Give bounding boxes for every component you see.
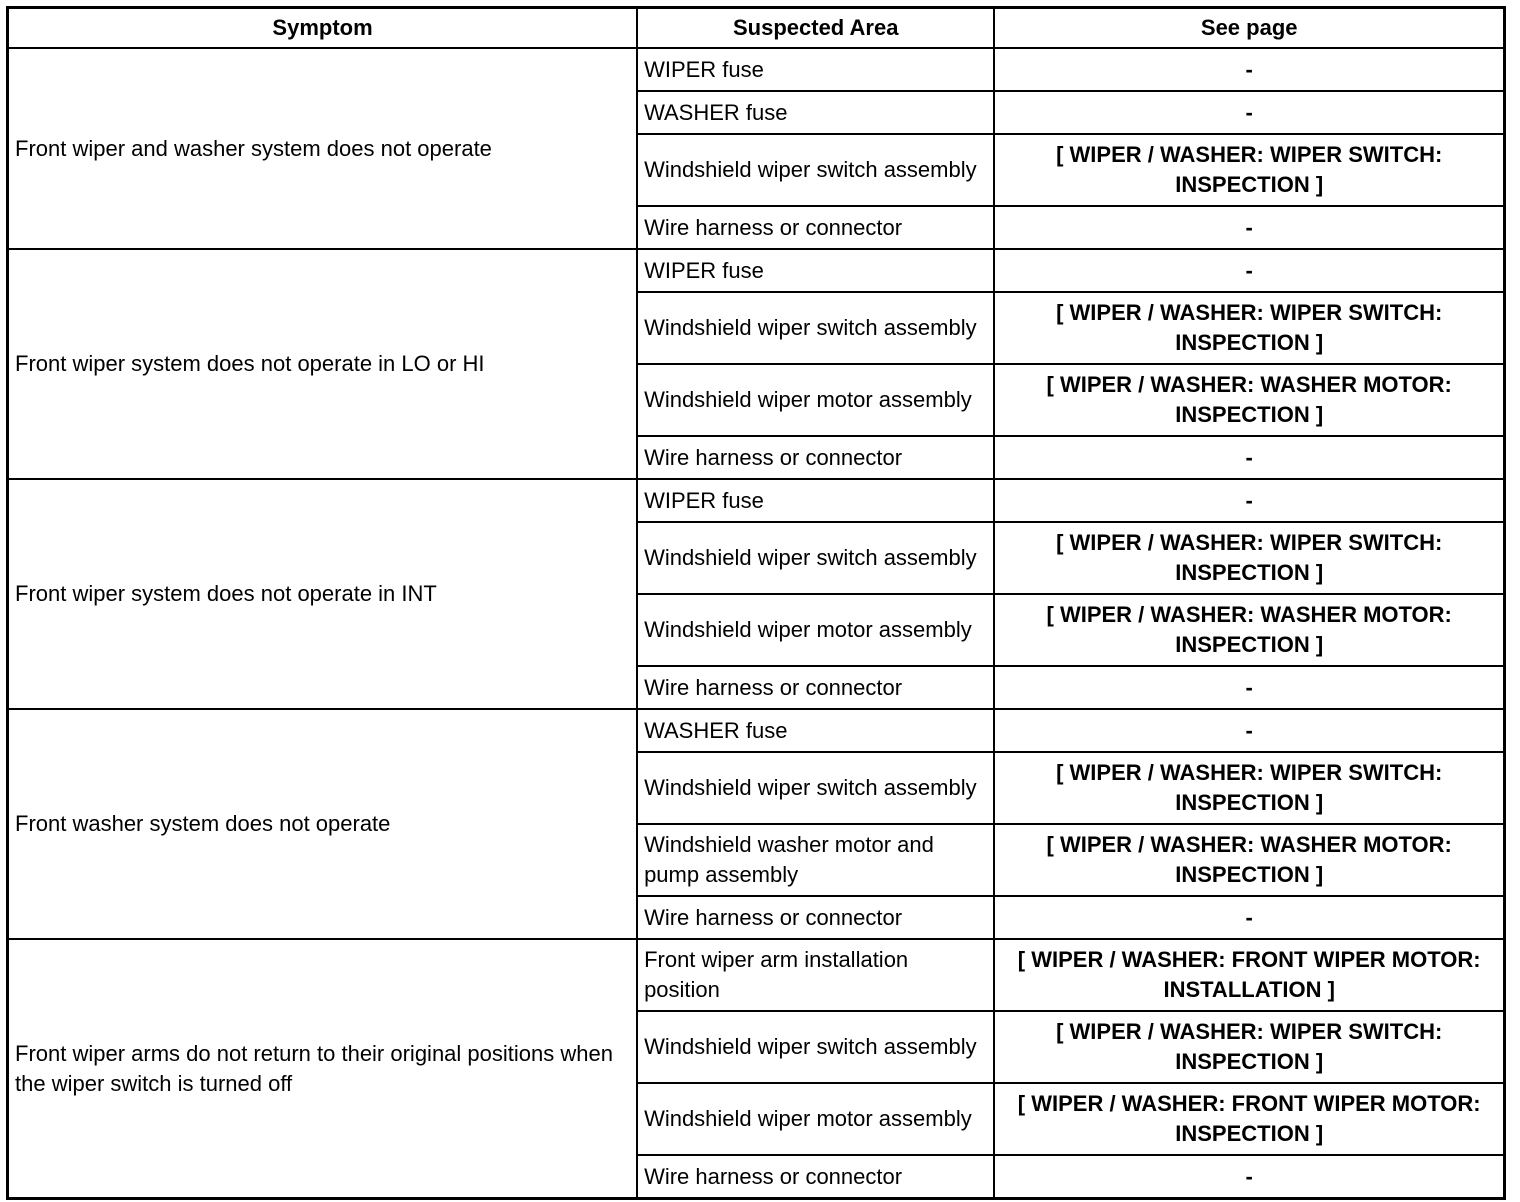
suspected-area-cell: Wire harness or connector bbox=[637, 896, 994, 939]
suspected-area-cell: Windshield wiper switch assembly bbox=[637, 292, 994, 364]
symptom-cell: Front wiper system does not operate in INT bbox=[8, 479, 638, 709]
troubleshooting-table bbox=[6, 6, 1506, 1200]
table-row bbox=[8, 709, 1505, 752]
suspected-area-cell: Windshield wiper switch assembly bbox=[637, 1011, 994, 1083]
suspected-area-cell: Wire harness or connector bbox=[637, 436, 994, 479]
suspected-area-cell: Windshield wiper motor assembly bbox=[637, 1083, 994, 1155]
suspected-area-cell: Windshield wiper motor assembly bbox=[637, 364, 994, 436]
symptom-cell: Front wiper system does not operate in LO or HI bbox=[8, 249, 638, 479]
table-row bbox=[8, 249, 1505, 292]
table-row bbox=[8, 479, 1505, 522]
see-page-cell: [ WIPER / WASHER: WASHER MOTOR: INSPECTION ] bbox=[994, 364, 1504, 436]
see-page-cell: - bbox=[994, 896, 1504, 939]
suspected-area-cell: Windshield wiper switch assembly bbox=[637, 752, 994, 824]
see-page-cell: - bbox=[994, 479, 1504, 522]
symptom-cell: Front washer system does not operate bbox=[8, 709, 638, 939]
see-page-cell: [ WIPER / WASHER: WIPER SWITCH: INSPECTION ] bbox=[994, 1011, 1504, 1083]
symptom-cell: Front wiper and washer system does not operate bbox=[8, 48, 638, 249]
suspected-area-cell: Windshield wiper motor assembly bbox=[637, 594, 994, 666]
see-page-cell: [ WIPER / WASHER: WIPER SWITCH: INSPECTION ] bbox=[994, 134, 1504, 206]
suspected-area-cell: WASHER fuse bbox=[637, 91, 994, 134]
suspected-area-cell: Front wiper arm installation position bbox=[637, 939, 994, 1011]
see-page-cell: [ WIPER / WASHER: FRONT WIPER MOTOR: INSPECTION ] bbox=[994, 1083, 1504, 1155]
see-page-cell: [ WIPER / WASHER: WIPER SWITCH: INSPECTION ] bbox=[994, 292, 1504, 364]
see-page-cell: - bbox=[994, 436, 1504, 479]
suspected-area-cell: WIPER fuse bbox=[637, 249, 994, 292]
see-page-cell: - bbox=[994, 48, 1504, 91]
see-page-cell: - bbox=[994, 91, 1504, 134]
suspected-area-cell: Wire harness or connector bbox=[637, 666, 994, 709]
symptom-cell: Front wiper arms do not return to their original positions when the wiper switch is turned off bbox=[8, 939, 638, 1199]
see-page-cell: [ WIPER / WASHER: WIPER SWITCH: INSPECTION ] bbox=[994, 522, 1504, 594]
see-page-cell: - bbox=[994, 1155, 1504, 1199]
see-page-cell: [ WIPER / WASHER: FRONT WIPER MOTOR: INSTALLATION ] bbox=[994, 939, 1504, 1011]
suspected-area-cell: Wire harness or connector bbox=[637, 206, 994, 249]
table-row bbox=[8, 48, 1505, 91]
see-page-cell: - bbox=[994, 666, 1504, 709]
header-see-page: See page bbox=[994, 8, 1504, 49]
see-page-cell: - bbox=[994, 206, 1504, 249]
header-row bbox=[8, 8, 1505, 49]
suspected-area-cell: Windshield wiper switch assembly bbox=[637, 134, 994, 206]
suspected-area-cell: WASHER fuse bbox=[637, 709, 994, 752]
header-suspected-area: Suspected Area bbox=[637, 8, 994, 49]
see-page-cell: [ WIPER / WASHER: WASHER MOTOR: INSPECTION ] bbox=[994, 824, 1504, 896]
suspected-area-cell: Windshield washer motor and pump assembly bbox=[637, 824, 994, 896]
suspected-area-cell: WIPER fuse bbox=[637, 479, 994, 522]
suspected-area-cell: WIPER fuse bbox=[637, 48, 994, 91]
see-page-cell: - bbox=[994, 709, 1504, 752]
see-page-cell: [ WIPER / WASHER: WIPER SWITCH: INSPECTION ] bbox=[994, 752, 1504, 824]
see-page-cell: [ WIPER / WASHER: WASHER MOTOR: INSPECTION ] bbox=[994, 594, 1504, 666]
see-page-cell: - bbox=[994, 249, 1504, 292]
table-row bbox=[8, 939, 1505, 1011]
suspected-area-cell: Wire harness or connector bbox=[637, 1155, 994, 1199]
header-symptom: Symptom bbox=[8, 8, 638, 49]
suspected-area-cell: Windshield wiper switch assembly bbox=[637, 522, 994, 594]
